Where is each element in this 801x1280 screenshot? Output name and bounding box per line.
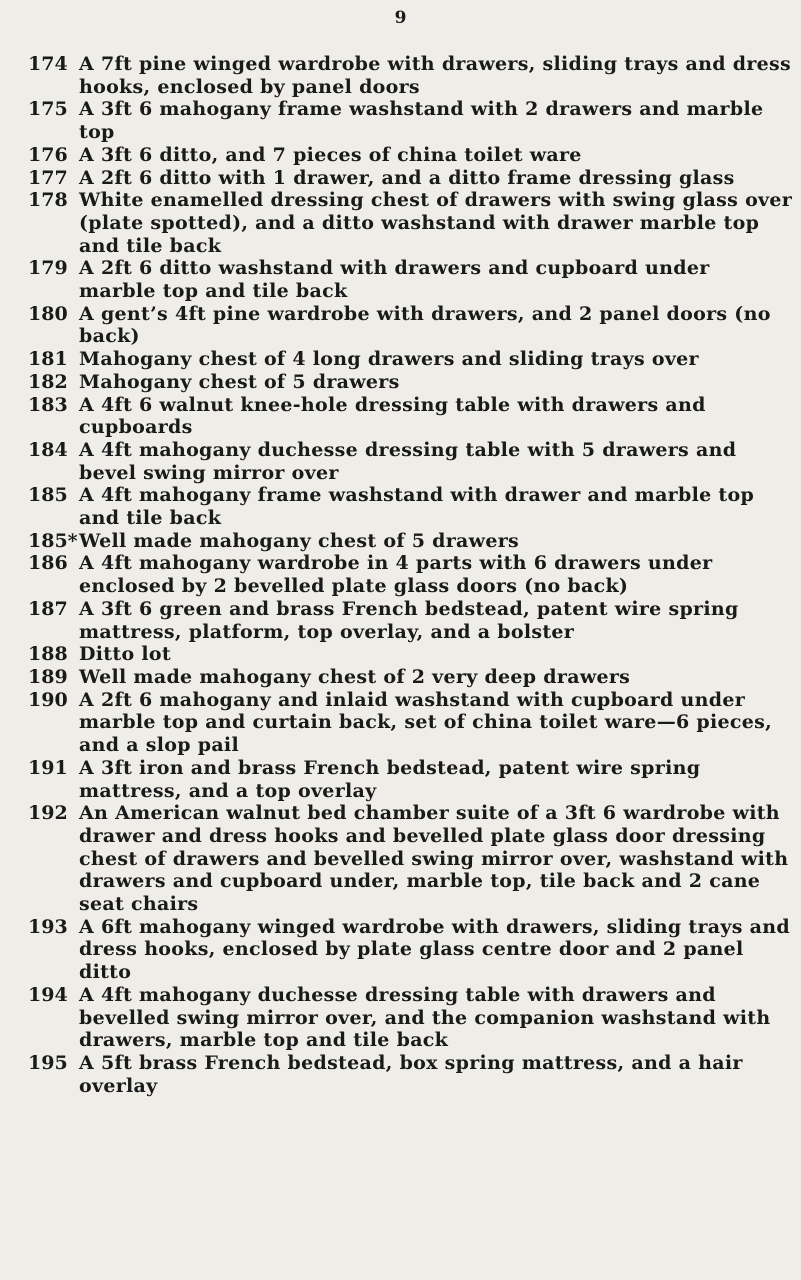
lot-number: 177 bbox=[28, 166, 68, 189]
lot-entry bbox=[28, 802, 793, 916]
lot-entry bbox=[28, 144, 793, 167]
lot-description: Mahogany chest of 4 long drawers and sliding trays over bbox=[79, 348, 699, 371]
lot-entry bbox=[28, 257, 793, 302]
lot-number: 183 bbox=[28, 393, 68, 416]
lot-entry bbox=[28, 348, 793, 371]
lot-number: 185* bbox=[28, 529, 78, 552]
lot-description: A 4ft mahogany wardrobe in 4 parts with 6 drawers under enclosed by 2 bevelled plate glass doors (no back) bbox=[79, 552, 713, 598]
lot-number: 184 bbox=[28, 438, 68, 461]
lot-entry bbox=[28, 303, 793, 348]
lot-entry bbox=[28, 53, 793, 98]
lot-entry bbox=[28, 916, 793, 984]
lot-entry bbox=[28, 984, 793, 1052]
lot-entry bbox=[28, 530, 793, 553]
lot-description: A 7ft pine winged wardrobe with drawers, sliding trays and dress hooks, enclosed by panel doors bbox=[79, 53, 792, 98]
lot-entry bbox=[28, 598, 793, 643]
lot-description: A 3ft iron and brass French bedstead, patent wire spring mattress, and a top overlay bbox=[79, 756, 701, 802]
lot-entry bbox=[28, 1052, 793, 1097]
lot-description: A 5ft brass French bedstead, box spring mattress, and a hair overlay bbox=[79, 1051, 743, 1097]
lot-description: A 4ft mahogany duchesse dressing table with drawers and bevelled swing mirror over, and the companion washstand with drawers, marble top and tile back bbox=[79, 983, 771, 1052]
lot-description: A 2ft 6 ditto with 1 drawer, and a ditto frame dressing glass bbox=[79, 166, 735, 189]
lot-description: A 2ft 6 mahogany and inlaid washstand with cupboard under marble top and curtain back, set of china toilet ware—6 pieces, and a slop pail bbox=[79, 688, 773, 757]
lot-entry bbox=[28, 189, 793, 257]
lot-entry bbox=[28, 757, 793, 802]
lot-list bbox=[28, 53, 793, 1097]
lot-description: A 4ft 6 walnut knee-hole dressing table with drawers and cupboards bbox=[79, 393, 706, 439]
lot-entry bbox=[28, 689, 793, 757]
lot-description: A 4ft mahogany frame washstand with drawer and marble top and tile back bbox=[79, 484, 755, 530]
lot-number: 188 bbox=[28, 643, 68, 666]
lot-description: A 6ft mahogany winged wardrobe with drawers, sliding trays and dress hooks, enclosed by plate glass centre door and 2 panel ditto bbox=[79, 915, 790, 984]
lot-number: 185 bbox=[28, 484, 68, 507]
lot-description: Mahogany chest of 5 drawers bbox=[79, 370, 400, 393]
lot-description: A 2ft 6 ditto washstand with drawers and cupboard under marble top and tile back bbox=[79, 257, 710, 303]
lot-number: 175 bbox=[28, 98, 68, 121]
lot-entry bbox=[28, 371, 793, 394]
lot-description: A 4ft mahogany duchesse dressing table with 5 drawers and bevel swing mirror over bbox=[79, 438, 737, 484]
lot-entry bbox=[28, 98, 793, 143]
lot-number: 176 bbox=[28, 143, 68, 166]
lot-number: 182 bbox=[28, 370, 68, 393]
lot-description: White enamelled dressing chest of drawers with swing glass over (plate spotted), and a ditto washstand with drawer marble top and tile back bbox=[79, 189, 793, 257]
lot-entry bbox=[28, 666, 793, 689]
lot-description: Ditto lot bbox=[79, 643, 171, 666]
lot-entry bbox=[28, 394, 793, 439]
lot-number: 181 bbox=[28, 348, 68, 371]
lot-number: 178 bbox=[28, 189, 68, 212]
lot-description: A gent’s 4ft pine wardrobe with drawers, and 2 panel doors (no back) bbox=[79, 302, 771, 348]
lot-number: 189 bbox=[28, 665, 68, 688]
lot-number: 174 bbox=[28, 53, 68, 75]
lot-description: An American walnut bed chamber suite of a 3ft 6 wardrobe with drawer and dress hooks and bevelled plate glass door dressing chest of drawers and bevelled swing mirror over, washstand with drawers and cupboard under, marble top, tile back and 2 cane seat chairs bbox=[79, 802, 789, 916]
lot-description: Well made mahogany chest of 2 very deep drawers bbox=[79, 665, 631, 688]
lot-number: 195 bbox=[28, 1051, 68, 1074]
lot-description: A 3ft 6 ditto, and 7 pieces of china toilet ware bbox=[79, 143, 582, 166]
lot-number: 186 bbox=[28, 552, 68, 575]
lot-description: A 3ft 6 mahogany frame washstand with 2 drawers and marble top bbox=[79, 98, 764, 144]
lot-number: 190 bbox=[28, 688, 68, 711]
lot-description: Well made mahogany chest of 5 drawers bbox=[79, 529, 520, 552]
lot-entry bbox=[28, 439, 793, 484]
page-number: 9 bbox=[394, 8, 407, 28]
lot-number: 192 bbox=[28, 802, 68, 825]
lot-number: 179 bbox=[28, 257, 68, 280]
lot-number: 191 bbox=[28, 756, 68, 779]
lot-entry bbox=[28, 643, 793, 666]
lot-number: 180 bbox=[28, 302, 68, 325]
lot-entry bbox=[28, 552, 793, 597]
lot-number: 194 bbox=[28, 983, 68, 1006]
lot-entry bbox=[28, 484, 793, 529]
lot-entry bbox=[28, 167, 793, 190]
lot-description: A 3ft 6 green and brass French bedstead, patent wire spring mattress, platform, top overlay, and a bolster bbox=[79, 597, 739, 643]
lot-number: 193 bbox=[28, 915, 68, 938]
lot-number: 187 bbox=[28, 597, 68, 620]
